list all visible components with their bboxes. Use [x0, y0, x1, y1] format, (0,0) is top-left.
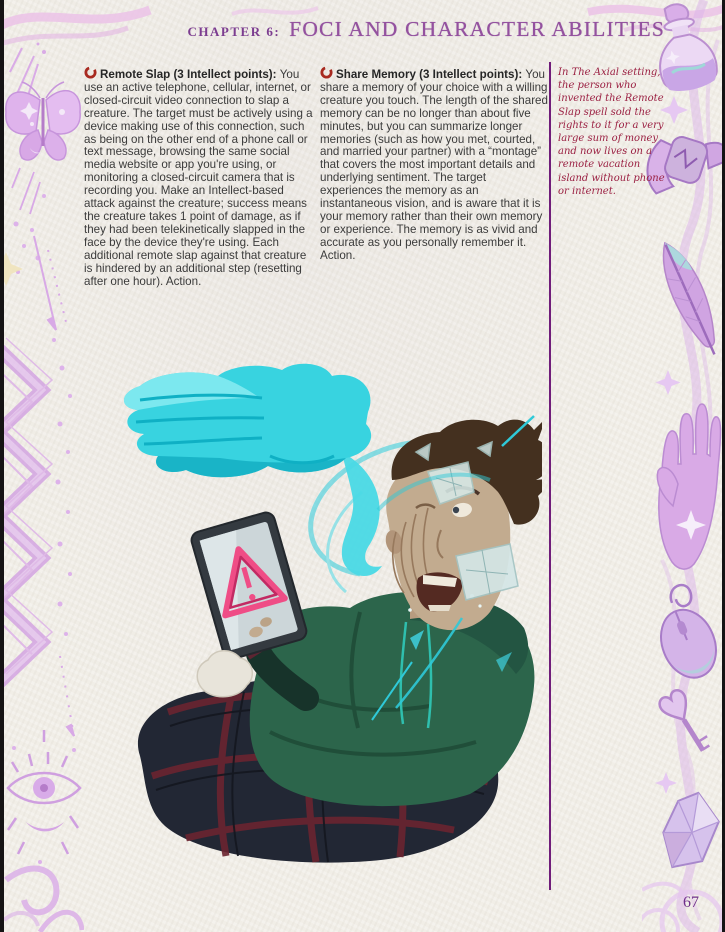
ability-body: You use an active telephone, cellular, internet, or closed-circuit video connection to slap a creature. The target must be actively using a device making use of this connection, such as being on the other end of a phone call or text message, browsing the same social media website or app you're using, or monitoring a closed-circuit camera that is recording you. Make an Intellect-based attack against the creature; success means the creature takes 1 point of damage, as if they had been telekinetically slapped in the face by the device they're using. Each additional remote slap against that creature is hindered by an additional step (resetting after one hour). Action.: [84, 68, 313, 288]
sparkle-icon: [656, 370, 681, 395]
text-column-1: [84, 66, 315, 288]
remote-slap-illustration: [110, 360, 542, 868]
ability-share-memory: [320, 66, 549, 263]
down-arrows-icon: [34, 236, 74, 736]
ability-body: You share a memory of your choice with a willing creature you touch. The length of the shared memory can be no longer than about five minutes, but you can summarize longer memories (such as how you met, courted, and married your partner) with a “montage” that covers the most important details and underlying sentiment. The target experiences the memory as an instantaneous vision, and is aware that it is your memory rather than their own memory or experience. The memory is as vivid and accurate as you personally remember it. Action.: [320, 68, 548, 262]
sidebar-note: [558, 66, 668, 198]
page-edge-left: [0, 0, 4, 932]
sidebar-divider-line: [549, 62, 551, 890]
crystal-gem-icon: [657, 787, 722, 874]
computer-mouse-icon: [643, 580, 722, 685]
tablet: [189, 510, 308, 661]
dotted-trails-icon: [52, 338, 72, 636]
starburst-dots-icon: [12, 168, 46, 274]
ability-title: Share Memory (3 Intellect points):: [336, 68, 526, 81]
cream-star-icon: [4, 252, 23, 286]
ability-ring-icon: [84, 66, 97, 79]
page-number: 67: [683, 894, 699, 911]
eye-with-crescent-icon: [8, 730, 80, 864]
ghost-hand: [124, 364, 371, 477]
tissue-cloth: [197, 651, 252, 697]
moth-icon: [6, 82, 80, 160]
ability-remote-slap: [84, 66, 315, 288]
chapter-label: CHAPTER 6:: [187, 24, 281, 39]
chevron-zigzag-band-icon: [4, 338, 52, 684]
palm-hand-star-icon: [657, 404, 720, 569]
text-column-2: [320, 66, 549, 263]
ability-ring-icon: [320, 66, 333, 79]
ability-title: Remote Slap (3 Intellect points):: [100, 68, 280, 81]
left-border-decoration: [4, 0, 84, 932]
bottom-flourish-icon: [4, 869, 82, 932]
chapter-header: [90, 17, 665, 42]
ghost-hand-wisp: [342, 452, 382, 576]
sidebar-note-text: In The Axial setting, the person who invented the Remote Slap spell sold the rights to it for a very large sum of money and now lives on a remote vacation island without phone or internet.: [558, 67, 665, 197]
chapter-title: FOCI AND CHARACTER ABILITIES: [289, 17, 665, 41]
sparkle-icon: [655, 772, 677, 794]
